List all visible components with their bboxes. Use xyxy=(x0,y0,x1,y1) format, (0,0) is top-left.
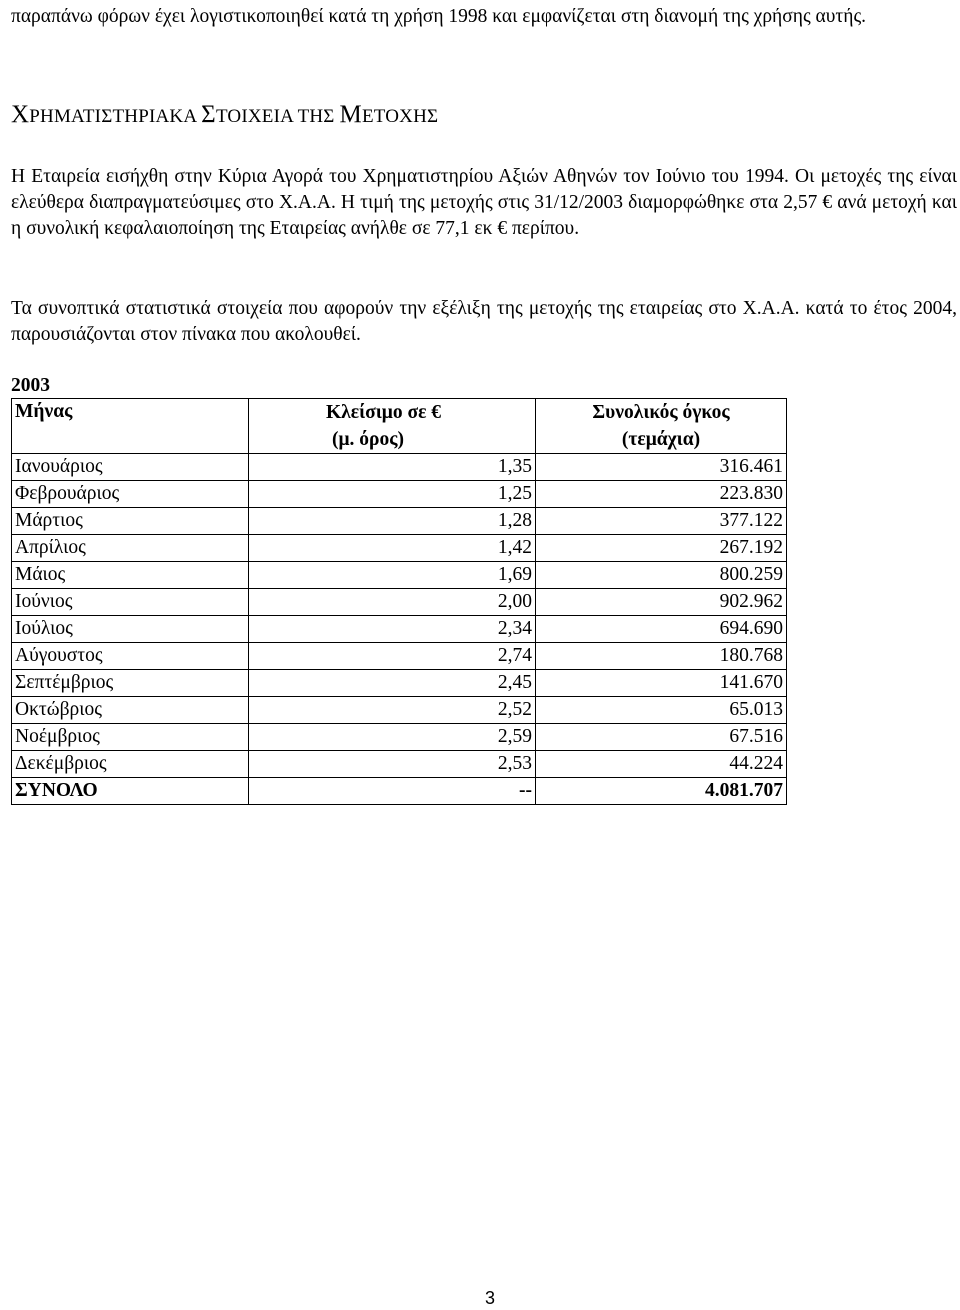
header-volume xyxy=(536,399,787,454)
table-header-row xyxy=(12,399,787,454)
header-month xyxy=(12,399,249,454)
table-row xyxy=(12,643,787,670)
cell-month: Νοέμβριος xyxy=(12,724,249,751)
cell-volume: 694.690 xyxy=(536,616,787,643)
section-heading xyxy=(11,100,438,132)
cell-close: -- xyxy=(249,778,536,805)
header-volume-line1: Συνολικός όγκος xyxy=(592,402,730,423)
heading-part: ΡΗΜΑΤΙΣΤΗΡΙΑΚΑ xyxy=(29,106,202,127)
table-body xyxy=(12,454,787,805)
cell-close: 2,53 xyxy=(249,751,536,778)
header-close xyxy=(249,399,536,454)
cell-month: Μάρτιος xyxy=(12,508,249,535)
cell-month: Αύγουστος xyxy=(12,643,249,670)
cell-close: 2,00 xyxy=(249,589,536,616)
header-close-line2: (μ. όρος) xyxy=(332,429,404,450)
header-month-label: Μήνας xyxy=(15,401,73,422)
cell-volume: 44.224 xyxy=(536,751,787,778)
table-row xyxy=(12,454,787,481)
cell-close: 1,69 xyxy=(249,562,536,589)
cell-month: Μάιος xyxy=(12,562,249,589)
cell-month: Ιούνιος xyxy=(12,589,249,616)
cell-close: 2,74 xyxy=(249,643,536,670)
cell-close: 2,34 xyxy=(249,616,536,643)
intro-tail-paragraph: παραπάνω φόρων έχει λογιστικοποιηθεί κατά τη χρήση 1998 και εμφανίζεται στη διανομή της χρήσης αυτής. xyxy=(11,6,867,27)
table-row xyxy=(12,562,787,589)
cell-month: Ιανουάριος xyxy=(12,454,249,481)
header-volume-line2: (τεμάχια) xyxy=(621,429,701,450)
table-row xyxy=(12,481,787,508)
cell-close: 1,28 xyxy=(249,508,536,535)
table-row xyxy=(12,697,787,724)
table-row xyxy=(12,616,787,643)
cell-volume: 316.461 xyxy=(536,454,787,481)
table-row xyxy=(12,670,787,697)
cell-close: 2,45 xyxy=(249,670,536,697)
cell-month: Απρίλιος xyxy=(12,535,249,562)
cell-volume: 267.192 xyxy=(536,535,787,562)
cell-volume: 902.962 xyxy=(536,589,787,616)
cell-month: Σεπτέμβριος xyxy=(12,670,249,697)
cell-close: 2,59 xyxy=(249,724,536,751)
share-statistics-table xyxy=(11,398,787,805)
cell-volume: 223.830 xyxy=(536,481,787,508)
cell-close: 1,35 xyxy=(249,454,536,481)
table-year-label: 2003 xyxy=(11,375,50,396)
cell-close: 1,42 xyxy=(249,535,536,562)
table-row xyxy=(12,751,787,778)
header-close-line1: Κλείσιμο σε € xyxy=(326,402,442,423)
table-row xyxy=(12,535,787,562)
heading-part: Σ xyxy=(201,101,216,128)
table-row xyxy=(12,508,787,535)
cell-volume: 800.259 xyxy=(536,562,787,589)
table-intro-paragraph: Τα συνοπτικά στατιστικά στοιχεία που αφορούν την εξέλιξη της μετοχής της εταιρείας στο Χ.Α.Α. κατά το έτος 2004, παρουσιάζονται στον πίνακα που ακολουθεί. xyxy=(11,298,957,345)
heading-part: ΤΟΙΧΕΙΑ ΤΗΣ xyxy=(215,106,340,127)
cell-volume: 65.013 xyxy=(536,697,787,724)
cell-month: ΣΥΝΟΛΟ xyxy=(12,778,249,805)
table-total-row xyxy=(12,778,787,805)
cell-volume: 141.670 xyxy=(536,670,787,697)
cell-month: Δεκέμβριος xyxy=(12,751,249,778)
table-row xyxy=(12,724,787,751)
cell-month: Ιούλιος xyxy=(12,616,249,643)
cell-close: 2,52 xyxy=(249,697,536,724)
cell-month: Φεβρουάριος xyxy=(12,481,249,508)
heading-part: Χ xyxy=(11,101,30,128)
cell-volume: 4.081.707 xyxy=(536,778,787,805)
cell-month: Οκτώβριος xyxy=(12,697,249,724)
page-number: 3 xyxy=(485,1288,496,1308)
cell-volume: 180.768 xyxy=(536,643,787,670)
listing-paragraph: Η Εταιρεία εισήχθη στην Κύρια Αγορά του Χρηματιστηρίου Αξιών Αθηνών τον Ιούνιο του 1994. Οι μετοχές της είναι ελεύθερα διαπραγματεύσιμες στο Χ.Α.Α. Η τιμή της μετοχής στις 31/12/2003 διαμορφώθηκε στα 2,57 € ανά μετοχή και η συνολική κεφαλαιοποίηση της Εταιρείας ανήλθε σε 77,1 εκ € περίπου. xyxy=(11,166,957,239)
cell-close: 1,25 xyxy=(249,481,536,508)
heading-part: ΕΤΟΧΗΣ xyxy=(361,106,439,127)
table-row xyxy=(12,589,787,616)
cell-volume: 377.122 xyxy=(536,508,787,535)
heading-part: Μ xyxy=(339,101,362,128)
cell-volume: 67.516 xyxy=(536,724,787,751)
